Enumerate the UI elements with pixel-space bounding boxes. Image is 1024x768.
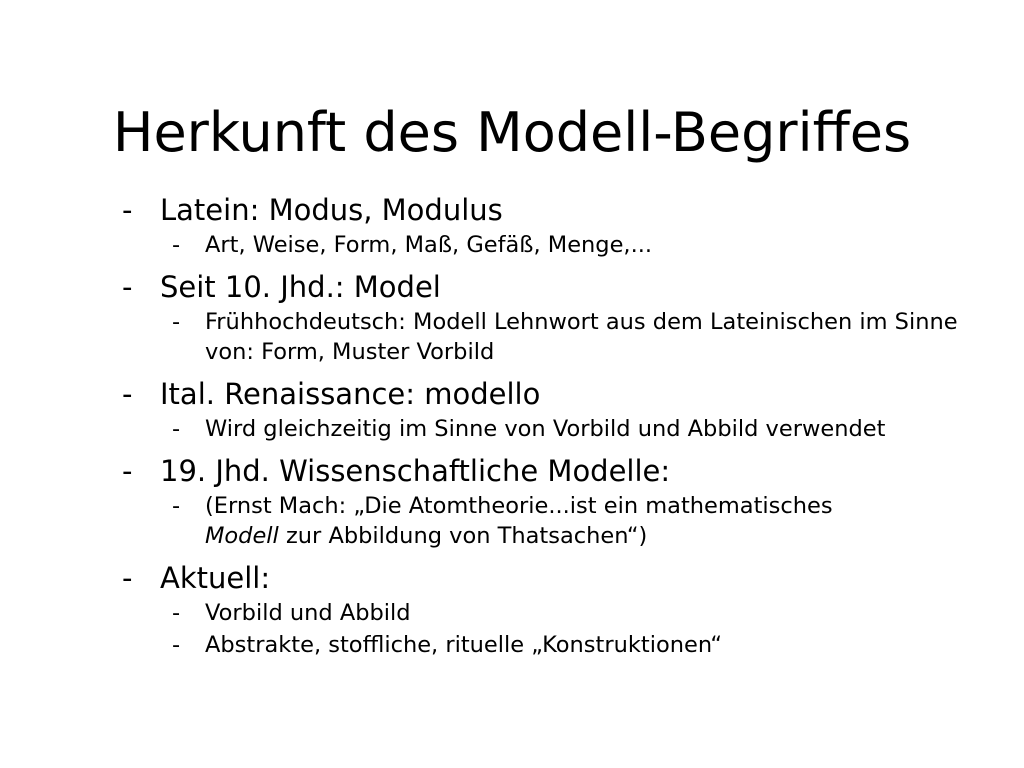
bullet-dash: - xyxy=(122,454,133,488)
subbullet-text: Abstrakte, stoffliche, rituelle „Konstruktionen“ xyxy=(205,632,723,658)
bullet-label: 19. Jhd. Wissenschaftliche Modelle: xyxy=(160,454,671,488)
subbullet-konstruktionen xyxy=(116,630,996,660)
bullet-dash: - xyxy=(122,561,133,595)
quote-line-2: zur Abbildung von Thatsachen“) xyxy=(278,523,648,549)
subbullet-dash: - xyxy=(172,632,181,658)
subbullet-dash: - xyxy=(172,493,181,519)
bullet-seit-10-jhd xyxy=(116,269,996,305)
bullet-label: Aktuell: xyxy=(160,561,271,595)
subbullet-dash: - xyxy=(172,309,181,335)
bullet-19-jhd xyxy=(116,453,996,489)
subbullet-dash: - xyxy=(172,232,181,258)
subbullet-text: Frühhochdeutsch: Modell Lehnwort aus dem Lateinischen im Sinne von: Form, Muster Vorbild xyxy=(205,309,958,365)
subbullet-text: Vorbild und Abbild xyxy=(205,600,411,626)
subbullet-ernst-mach-quote xyxy=(116,491,996,551)
bullet-latein xyxy=(116,192,996,228)
subbullet-vorbild-und-abbild xyxy=(116,598,996,628)
bullet-dash: - xyxy=(122,377,133,411)
quote-line-1: (Ernst Mach: „Die Atomtheorie...ist ein mathematisches xyxy=(205,493,833,519)
bullet-aktuell xyxy=(116,560,996,596)
subbullet-dash: - xyxy=(172,416,181,442)
bullet-label: Latein: Modus, Modulus xyxy=(160,193,503,227)
bullet-label: Ital. Renaissance: modello xyxy=(160,377,541,411)
slide-title: Herkunft des Modell-Begriffes xyxy=(112,101,912,164)
subbullet-vorbild-abbild-usage xyxy=(116,414,996,444)
subbullet-text: Wird gleichzeitig im Sinne von Vorbild und Abbild verwendet xyxy=(205,416,886,442)
bullet-renaissance xyxy=(116,376,996,412)
quote-italic-word: Modell xyxy=(205,523,279,549)
bullet-dash: - xyxy=(122,270,133,304)
subbullet-latein-meanings xyxy=(116,230,996,260)
bullet-label: Seit 10. Jhd.: Model xyxy=(160,270,441,304)
bullet-list xyxy=(116,192,996,660)
subbullet-dash: - xyxy=(172,600,181,626)
subbullet-fruehhochdeutsch xyxy=(116,307,996,367)
subbullet-text: Art, Weise, Form, Maß, Gefäß, Menge,... xyxy=(205,232,653,258)
bullet-dash: - xyxy=(122,193,133,227)
